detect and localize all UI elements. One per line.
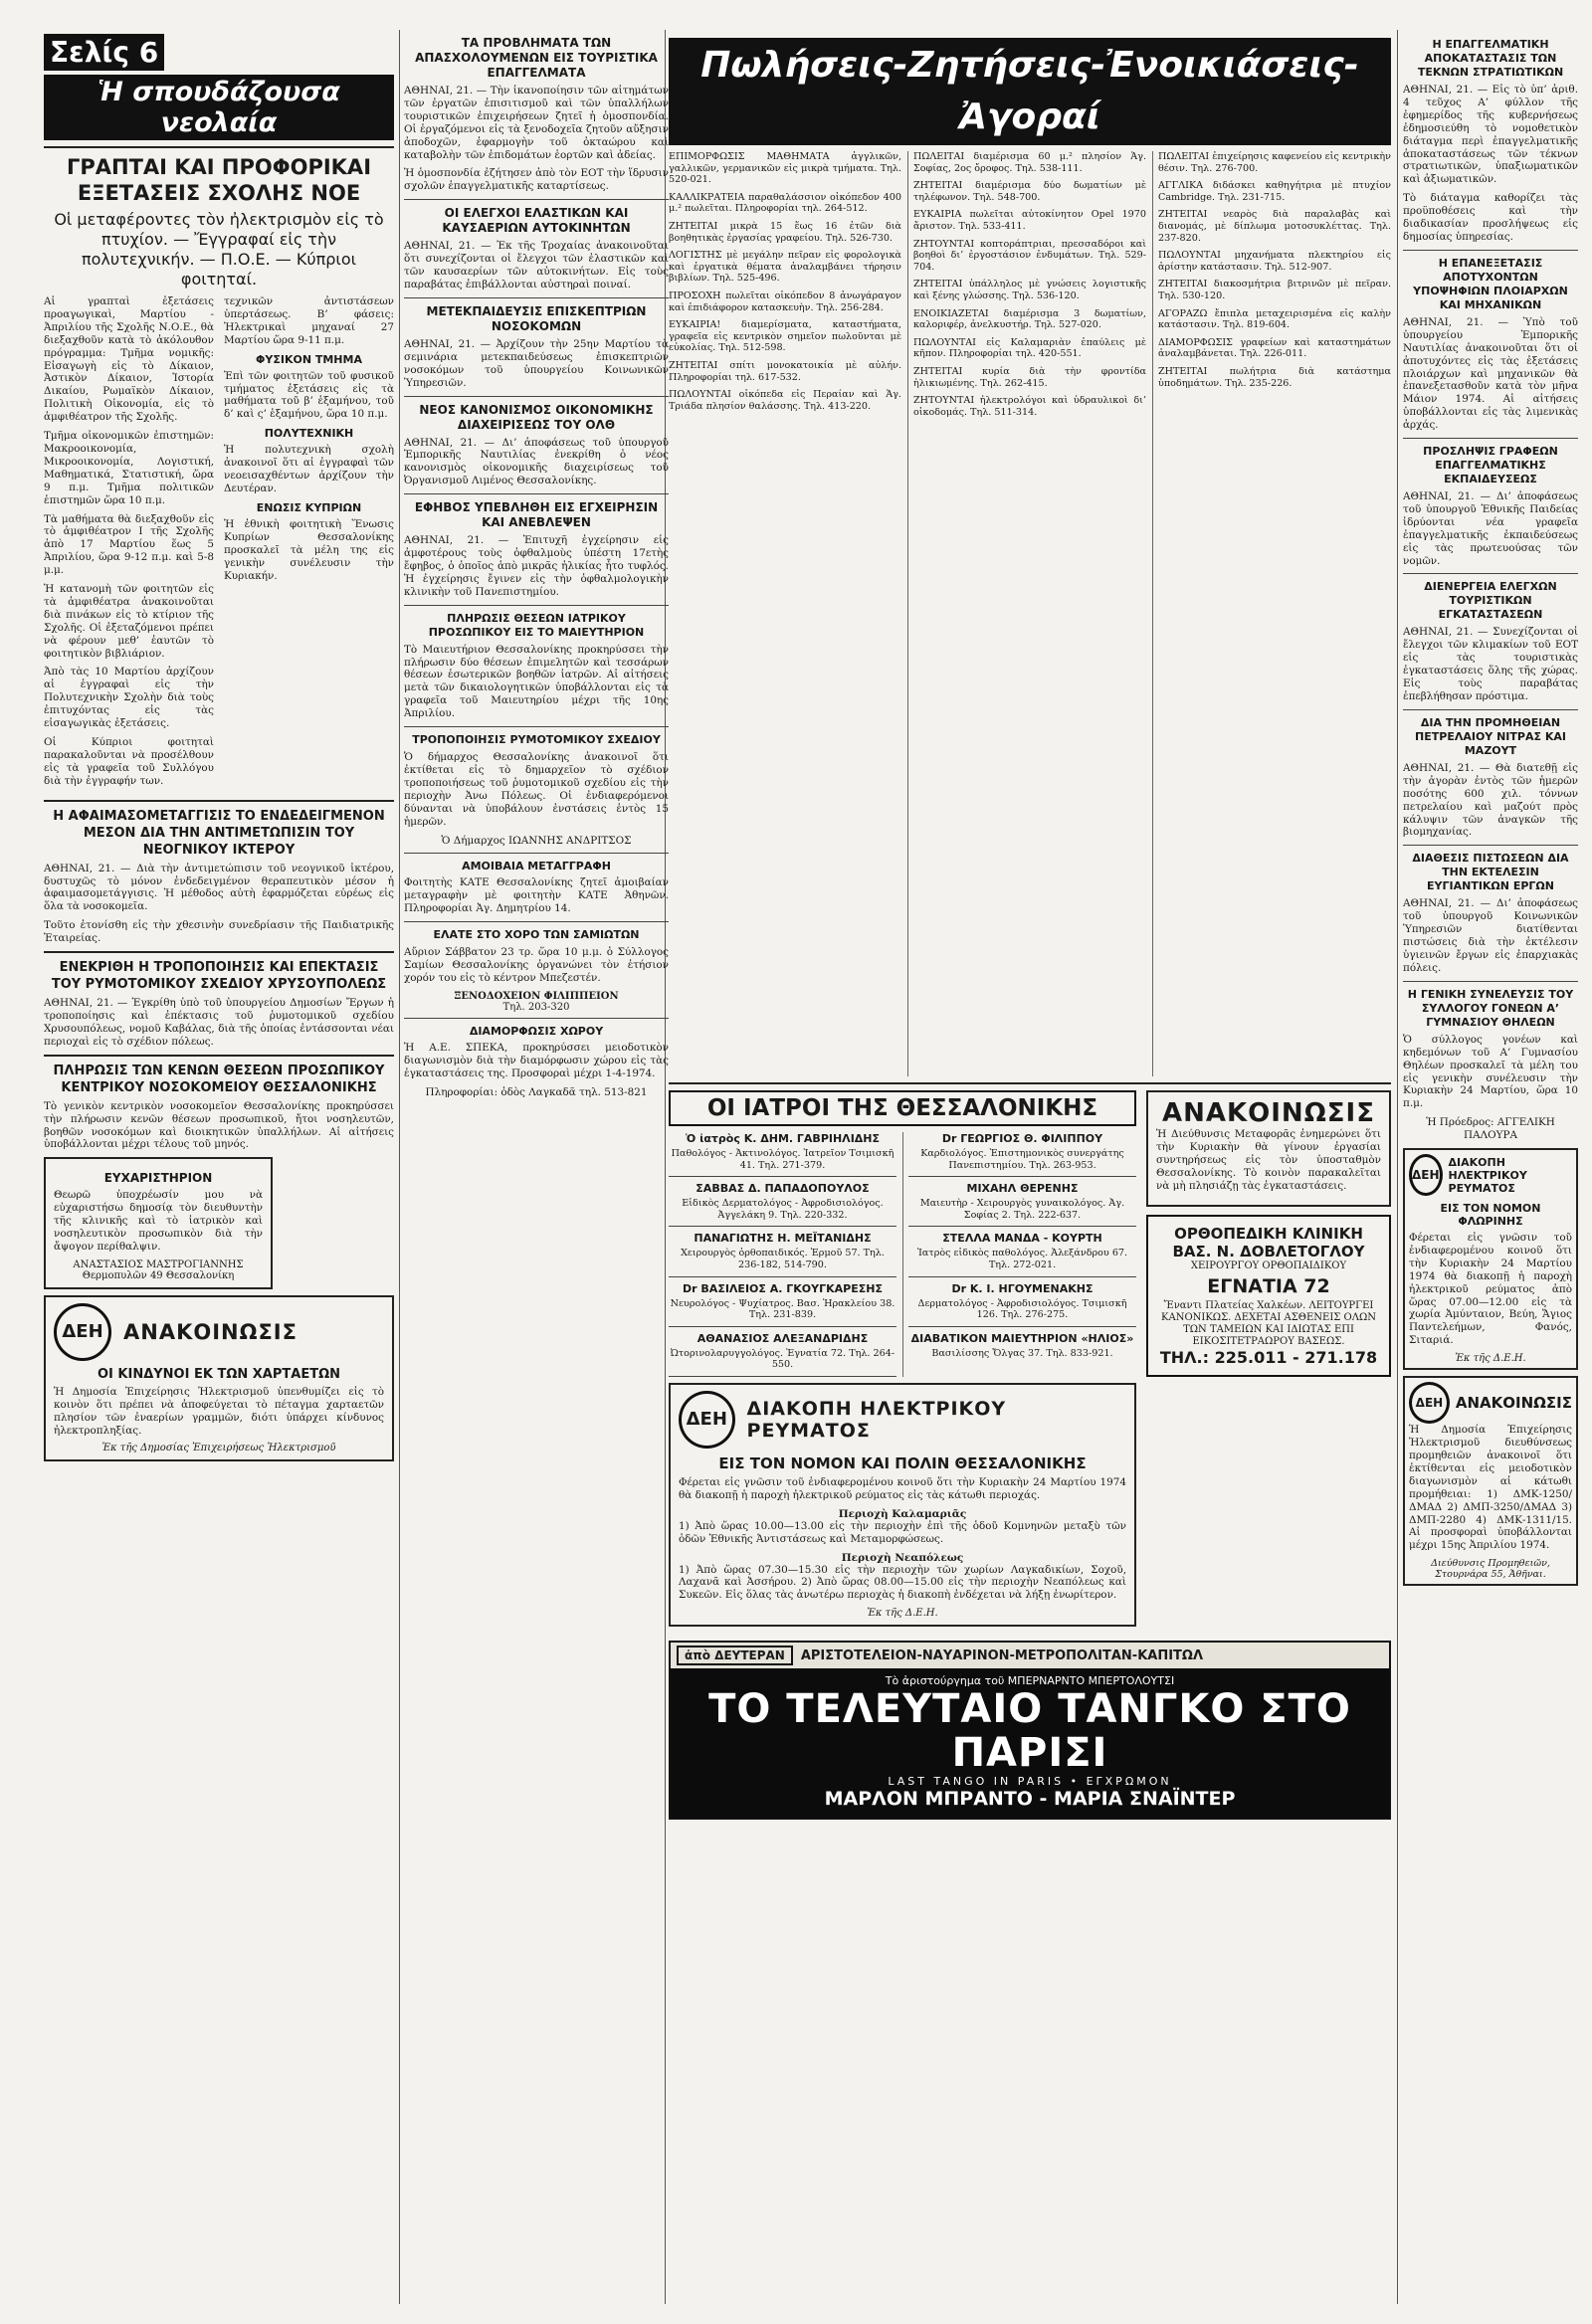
notice-subtitle: ΕΙΣ ΤΟΝ ΝΟΜΟΝ ΚΑΙ ΠΟΛΙΝ ΘΕΣΣΑΛΟΝΙΚΗΣ: [718, 1453, 1087, 1472]
headline-dance: ΕΛΑΤΕ ΣΤΟ ΧΟΡΟ ΤΩΝ ΣΑΜΙΩΤΩΝ: [433, 928, 640, 942]
classified-ad: ΑΓΟΡΑΖΩ ἔπιπλα μεταχειρισμένα εἰς καλὴν κατάστασιν. Τηλ. 819-604.: [1158, 307, 1391, 331]
classified-ad: ΖΗΤΕΙΤΑΙ σπίτι μονοκατοικία μὲ αὐλήν. Πληροφορίαι τηλ. 617-532.: [669, 359, 901, 383]
article-text: ΑΘΗΝΑΙ, 21. — Δι’ ἀποφάσεως τοῦ ὑπουργοῦ Κοινωνικῶν Ὑπηρεσιῶν διατίθενται πιστώσεις διὰ τὴν ἐκτέλεσιν ὑγιεινῶν ἔργων εἰς ἐπαρχιακὰς πόλεις.: [1403, 897, 1578, 974]
clinic-text: Ἔναντι Πλατείας Χαλκέων. ΛΕΙΤΟΥΡΓΕΙ ΚΑΝΟΝΙΚΩΣ. ΔΕΧΕΤΑΙ ΑΣΘΕΝΕΙΣ ΟΛΩΝ ΤΩΝ ΤΑΜΕΙΩΝ ΚΑΙ ΙΔΙΩΤΑΣ ΕΠΙ ΕΙΚΟΣΙΤΕΤΡΑΩΡΟΥ ΒΑΣΕΩΣ.: [1161, 1299, 1376, 1347]
divider: [1403, 845, 1578, 846]
article-text: Τμῆμα οἰκονομικῶν ἐπιστημῶν: Μακροοικονομία, Μικροοικονομία, Λογιστική, Μαθηματικά, Στατιστική, ὥρα 9 π.μ. Τμῆμα πολιτικῶν ἐπιστημῶν ὥρα 10 π.μ.: [44, 430, 214, 506]
doctors-directory-title: ΟΙ ΙΑΤΡΟΙ ΤΗΣ ΘΕΣΣΑΛΟΝΙΚΗΣ: [669, 1090, 1136, 1126]
article-text: Τὸ Μαιευτήριον Θεσσαλονίκης προκηρύσσει τὴν πλήρωσιν δύο θέσεων ἐπιμελητῶν καὶ τεσσάρων θέσεων ἐσωτερικῶν βοηθῶν ἰατρῶν. Αἱ αἰτήσεις μετὰ τῶν δικαιολογητικῶν ὑποβάλλονται εἰς τὰ γραφεῖα τοῦ Μαιευτηρίου μέχρι τῆς 10ης Ἀπριλίου.: [404, 643, 669, 720]
article-text: ΑΘΗΝΑΙ, 21. — Εἰς τὸ ὑπ’ ἀριθ. 4 τεῦχος Α’ φύλλον τῆς ἐφημερίδος τῆς κυβερνήσεως ἐδημοσιεύθη τὸ νομοθετικὸν διάταγμα περὶ ἐπαγγελματικῆς ἀποκαταστάσεως τῶν τέκνων στρατιωτικῶν, ὑπαξιωματικῶν καὶ ἀξιωματικῶν.: [1403, 84, 1578, 186]
article-text: Οἱ Κύπριοι φοιτηταὶ παρακαλοῦνται νὰ προσέλθουν εἰς τὰ γραφεῖα τοῦ Συλλόγου διὰ τὴν ἐγγραφήν των.: [44, 736, 214, 787]
doctor-listing: [908, 1132, 1136, 1177]
article-text: ΑΘΗΝΑΙ, 21. — Δι’ ἀποφάσεως τοῦ ὑπουργοῦ Ἐθνικῆς Παιδείας ἱδρύονται νέα γραφεῖα ἐπαγγελματικῆς ἐκπαιδεύσεως εἰς τὰς πρωτευούσας τῶν νομῶν.: [1403, 490, 1578, 567]
classified-ad: ΖΗΤΕΙΤΑΙ νεαρὸς διὰ παραλαβὰς καὶ διανομάς, μὲ δίπλωμα μοτοσυκλέττας. Τηλ. 237-820.: [1158, 209, 1391, 244]
doctor-name: ΣΤΕΛΛΑ ΜΑΝΔΑ - ΚΟΥΡΤΗ: [942, 1232, 1102, 1246]
orthopedic-clinic-ad: [1146, 1215, 1391, 1377]
article-text: Ἡ κατανομὴ τῶν φοιτητῶν εἰς τὰ ἀμφιθέατρα ἀνακοινοῦται διὰ πινάκων εἰς τὸ κτίριον τῆς Σχολῆς. Οἱ ἐξεταζόμενοι πρέπει νὰ φέρουν μεθ’ ἑαυτῶν τὸ φοιτητικὸν βιβλιάριον.: [44, 583, 214, 660]
article-text: Φοιτητὴς ΚΑΤΕ Θεσσαλονίκης ζητεῖ ἀμοιβαίαν μεταγραφὴν μὲ φοιτητὴν ΚΑΤΕ Ἀθηνῶν. Πληροφορίαι Ἀγ. Δημητρίου 14.: [404, 876, 669, 915]
classified-ad: ΠΩΛΟΥΝΤΑΙ μηχανήματα πλεκτηρίου εἰς ἀρίστην κατάστασιν. Τηλ. 512-907.: [1158, 250, 1391, 273]
article-signature: Ὁ Δήμαρχος ΙΩΑΝΝΗΣ ΑΝΔΡΙΤΣΟΣ: [441, 834, 632, 847]
divider: [1403, 981, 1578, 982]
doctor-info: Μαιευτὴρ - Χειρουργὸς γυναικολόγος. Ἀγ. Σοφίας 2. Τηλ. 222-637.: [919, 1198, 1125, 1221]
headline-credits: ΔΙΑΘΕΣΙΣ ΠΙΣΤΩΣΕΩΝ ΔΙΑ ΤΗΝ ΕΚΤΕΛΕΣΙΝ ΕΥΓΙΑΝΤΙΚΩΝ ΕΡΓΩΝ: [1412, 852, 1569, 893]
headline-oil: ΔΙΑ ΤΗΝ ΠΡΟΜΗΘΕΙΑΝ ΠΕΤΡΕΛΑΙΟΥ ΝΙΤΡΑΣ ΚΑΙ ΜΑΖΟΥΤ: [1415, 715, 1566, 757]
headline-plan-amend: ΤΡΟΠΟΠΟΙΗΣΙΣ ΡΥΜΟΤΟΜΙΚΟΥ ΣΧΕΔΙΟΥ: [412, 733, 661, 747]
headline-parents: Η ΓΕΝΙΚΗ ΣΥΝΕΛΕΥΣΙΣ ΤΟΥ ΣΥΛΛΟΓΟΥ ΓΟΝΕΩΝ Α’ ΓΥΜΝΑΣΙΟΥ ΘΗΛΕΩΝ: [1407, 987, 1574, 1029]
page-number-badge: Σελίς 6: [44, 34, 164, 71]
divider: [1403, 250, 1578, 251]
divider: [44, 146, 394, 148]
notice-subtitle: ΟΙ ΚΙΝΔΥΝΟΙ ΕΚ ΤΩΝ ΧΑΡΤΑΕΤΩΝ: [98, 1366, 340, 1382]
article-text: ΑΘΗΝΑΙ, 21. — Ἐγκρίθη ὑπὸ τοῦ ὑπουργείου Δημοσίων Ἔργων ἡ τροποποίησις καὶ ἐπέκτασις τοῦ ῥυμοτομικοῦ σχεδίου Χρυσουπόλεως, νομοῦ Καβάλας, διὰ τῆς ὁποίας ἐντάσσονται νέαι περιοχαὶ εἰς τὸ σχέδιον πόλεως.: [44, 997, 394, 1048]
headline-hospital: ΠΛΗΡΩΣΙΣ ΤΩΝ ΚΕΝΩΝ ΘΕΣΕΩΝ ΠΡΟΣΩΠΙΚΟΥ ΚΕΝΤΡΙΚΟΥ ΝΟΣΟΚΟΜΕΙΟΥ ΘΕΣΣΑΛΟΝΙΚΗΣ: [53, 1063, 385, 1095]
notice-title: ΕΥΧΑΡΙΣΤΗΡΙΟΝ: [103, 1171, 213, 1186]
divider: [1403, 438, 1578, 439]
article-text: τεχνικῶν ἀντιστάσεων ὑπερτάσεως. Β’ φάσεις: Ἠλεκτρικαὶ μηχαναί 27 Μαρτίου ὥρα 9-11 π.μ.: [224, 295, 394, 346]
headline-tourism: ΤΑ ΠΡΟΒΛΗΜΑΤΑ ΤΩΝ ΑΠΑΣΧΟΛΟΥΜΕΝΩΝ ΕΙΣ ΤΟΥΡΙΣΤΙΚΑ ΕΠΑΓΓΕΛΜΑΤΑ: [415, 36, 658, 80]
classified-ad: ΖΗΤΟΥΝΤΑΙ ἠλεκτρολόγοι καὶ ὑδραυλικοὶ δι’ οἰκοδομάς. Τηλ. 511-314.: [913, 395, 1146, 418]
divider: [404, 853, 669, 854]
notice-text: 1) Ἀπὸ ὥρας 10.00—13.00 εἰς τὴν περιοχὴν ἐπὶ τῆς ὁδοῦ Κομνηνῶν μεταξὺ τῶν ὁδῶν Ἐθνικῆς Ἀντιστάσεως καὶ Μεταμορφώσεως.: [679, 1519, 1126, 1545]
clinic-role: ΧΕΙΡΟΥΡΓΟΥ ΟΡΘΟΠΑΙΔΙΚΟΥ: [1190, 1259, 1347, 1271]
classified-ad: ΠΡΟΣΟΧΗ πωλεῖται οἰκόπεδον 8 ἀνωγάραγον καὶ ἐπιδιάφορον κατασκευὴν. Τηλ. 256-284.: [669, 290, 901, 313]
classified-ad: ΠΩΛΟΥΝΤΑΙ οἰκόπεδα εἰς Περαίαν καὶ Ἁγ. Τριάδα πλησίον θαλάσσης. Τηλ. 413-220.: [669, 389, 901, 412]
deh-logo-icon: ΔΕΗ: [1409, 1382, 1450, 1424]
notice-title: ΑΝΑΚΟΙΝΩΣΙΣ: [1162, 1098, 1375, 1128]
notice-area-heading: Περιοχὴ Καλαμαριᾶς: [838, 1507, 967, 1520]
divider: [404, 493, 669, 494]
article-text: Ἀπὸ τὰς 10 Μαρτίου ἀρχίζουν αἱ ἐγγραφαὶ εἰς τὴν Πολυτεχνικὴν Σχολὴν διὰ τοὺς ἐπιτυχόντας εἰς τὰς εἰσαγωγικὰς ἐξετάσεις.: [44, 666, 214, 730]
doctor-name: ΣΑΒΒΑΣ Δ. ΠΑΠΑΔΟΠΟΥΛΟΣ: [696, 1182, 870, 1196]
doctor-listing: [908, 1332, 1136, 1360]
doctor-listing: [669, 1332, 896, 1377]
deh-logo-icon: ΔΕΗ: [1409, 1154, 1443, 1196]
doctor-listing: [908, 1282, 1136, 1327]
doctors-directory: [669, 1132, 1136, 1377]
doctor-name: ΠΑΝΑΓΙΩΤΗΣ Η. ΜΕΪΤΑΝΙΔΗΣ: [694, 1232, 872, 1246]
doctor-listing: [669, 1232, 896, 1276]
article-text: Ἡ ἐθνικὴ φοιτητικὴ Ἕνωσις Κυπρίων Θεσσαλονίκης προσκαλεῖ τὰ μέλη της εἰς γενικὴν συνέλευσιν τὴν Κυριακήν.: [224, 517, 394, 582]
notice-signature: Ἐκ τῆς Δ.Ε.Η.: [1455, 1353, 1526, 1365]
notice-text: 1) Ἀπὸ ὥρας 07.30—15.30 εἰς τὴν περιοχὴν τῶν χωρίων Λαγκαδικίων, Σοχοῦ, Λαχανᾶ καὶ Ἀσσήρου. 2) Ἀπὸ ὥρας 08.00—15.00 εἰς τὴν περιοχὴν Νεαπόλεως καὶ Συκεῶν. Εἰς ὅλας τὰς ἀνωτέρω περιοχὰς ἡ διακοπὴ ἐνδέχεται νὰ λήξῃ ἐνωρίτερον.: [679, 1563, 1126, 1602]
classified-ad: ΖΗΤΕΙΤΑΙ μικρὰ 15 ἕως 16 ἐτῶν διὰ βοηθητικὰς ἐργασίας γραφείου. Τηλ. 526-730.: [669, 220, 901, 244]
lower-left-block: [669, 1090, 1136, 1633]
headline-nurses: ΜΕΤΕΚΠΑΙΔΕΥΣΙΣ ΕΠΙΣΚΕΠΤΡΙΩΝ ΝΟΣΟΚΟΜΩΝ: [426, 303, 647, 333]
article-text: ΑΘΗΝΑΙ, 21. — Συνεχίζονται οἱ ἔλεγχοι τῶν κλιμακίων τοῦ ΕΟΤ εἰς τὰς τουριστικὰς ἐγκαταστάσεις ὅλης τῆς χώρας. Εἰς τοὺς παραβάτας ἐπεβλήθησαν πρόστιμα.: [1403, 626, 1578, 702]
doctor-info: Καρδιολόγος. Ἐπιστημονικὸς συνεργάτης Πανεπιστημίου. Τηλ. 263-953.: [920, 1148, 1124, 1171]
headline-captains: Η ΕΠΑΝΕΞΕΤΑΣΙΣ ΑΠΟΤΥΧΟΝΤΩΝ ΥΠΟΨΗΦΙΩΝ ΠΛΟΙΑΡΧΩΝ ΚΑΙ ΜΗΧΑΝΙΚΩΝ: [1413, 256, 1568, 311]
subheadline-exams: Οἱ μεταφέροντες τὸν ἠλεκτρισμὸν εἰς τὸ πτυχίον. — Ἔγγραφαί εἰς τὴν πολυτεχνικήν. — Π.Ο.Ε. — Κύπριοι φοιτηταί.: [54, 210, 384, 289]
headline-surgery: ΕΦΗΒΟΣ ΥΠΕΒΛΗΘΗ ΕΙΣ ΕΓΧΕΙΡΗΣΙΝ ΚΑΙ ΑΝΕΒΛΕΨΕΝ: [414, 500, 659, 530]
classified-ad: ΑΓΓΛΙΚΑ διδάσκει καθηγήτρια μὲ πτυχίον Cambridge. Τηλ. 231-715.: [1158, 180, 1391, 203]
notice-text: Φέρεται εἰς γνῶσιν τοῦ ἐνδιαφερομένου κοινοῦ ὅτι τὴν Κυριακὴν 24 Μαρτίου 1974 θὰ διακοπῇ ἡ παροχὴ ἠλεκτρικοῦ ρεύματος εἰς τὰς κάτωθι περιοχάς.: [679, 1475, 1126, 1501]
headline-resettlement: Η ΕΠΑΓΓΕΛΜΑΤΙΚΗ ΑΠΟΚΑΤΑΣΤΑΣΙΣ ΤΩΝ ΤΕΚΝΩΝ ΣΤΡΑΤΙΩΤΙΚΩΝ: [1417, 38, 1564, 79]
notice-text: Φέρεται εἰς γνῶσιν τοῦ ἐνδιαφερομένου κοινοῦ ὅτι τὴν Κυριακὴν 24 Μαρτίου 1974 θὰ διακοπῇ ἡ παροχὴ ἠλεκτρικοῦ ρεύματος ἀπὸ ὥρας 07.00—12.00 εἰς τὰ χωρία Ἀμύνταιον, Βεύη, Ἄγιος Παντελεήμων, Φανός, Σιταριά.: [1409, 1232, 1572, 1347]
classified-ad: ΕΝΟΙΚΙΑΖΕΤΑΙ διαμέρισμα 3 δωματίων, καλοριφέρ, ἀνελκυστήρ. Τηλ. 527-020.: [913, 307, 1146, 331]
notice-title: ΑΝΑΚΟΙΝΩΣΙΣ: [123, 1319, 298, 1344]
article-text: Τοῦτο ἐτονίσθη εἰς τὴν χθεσινὴν συνεδρίασιν τῆς Παιδιατρικῆς Ἑταιρείας.: [44, 919, 394, 945]
notice-signature: Ἐκ τῆς Δ.Ε.Η.: [867, 1608, 938, 1620]
doctor-info: Νευρολόγος - Ψυχίατρος. Βασ. Ἡρακλείου 38. Τηλ. 231-839.: [670, 1297, 896, 1321]
divider: [404, 1018, 669, 1019]
deh-notice-kites: [44, 1295, 394, 1462]
divider: [404, 726, 669, 727]
headline-inspections: ΔΙΕΝΕΡΓΕΙΑ ΕΛΕΓΧΩΝ ΤΟΥΡΙΣΤΙΚΩΝ ΕΓΚΑΤΑΣΤΑΣΕΩΝ: [1424, 580, 1557, 622]
notice-text: Θεωρῶ ὑποχρέωσίν μου νὰ εὐχαριστήσω δημοσίᾳ τὸν διευθυντὴν τῆς κλινικῆς καὶ τὸ ἰατρικὸν καὶ νοσηλευτικὸν προσωπικὸν διὰ τὴν ἄψογον περίθαλψιν.: [54, 1189, 263, 1253]
subhead: ΦΥΣΙΚΟΝ ΤΜΗΜΑ: [256, 352, 362, 366]
doctor-listing: [669, 1282, 896, 1327]
doctor-name: ΜΙΧΑΗΛ ΘΕΡΕΝΗΣ: [966, 1182, 1079, 1196]
article-text: ΑΘΗΝΑΙ, 21. — Δι’ ἀποφάσεως τοῦ ὑπουργοῦ Ἐμπορικῆς Ναυτιλίας ἐνεκρίθη ὁ νέος κανονισμὸς οἰκονομικῆς διαχειρίσεως τοῦ Ὀργανισμοῦ Λιμένος Θεσσαλονίκης.: [404, 436, 669, 487]
doctor-info: Ὠτορινολαρυγγολόγος. Ἐγνατία 72. Τηλ. 264-550.: [670, 1347, 896, 1371]
article-text: ΑΘΗΝΑΙ, 21. — Διὰ τὴν ἀντιμετώπισιν τοῦ νεογνικοῦ ἰκτέρου, δυστυχῶς τὸ μόνον ἐνδεδειγμένον θεραπευτικὸν μέσον ἡ ἀφαιμασομετάγγισις. Ἡ μέθοδος αὐτὴ ἐφαρμόζεται εὐρέως εἰς ὅλα τὰ νοσοκομεῖα.: [44, 862, 394, 913]
classified-ad: ΠΩΛΕΙΤΑΙ ἐπιχείρησις καφενείου εἰς κεντρικὴν θέσιν. Τηλ. 276-700.: [1158, 151, 1391, 174]
notice-title: ΔΙΑΚΟΠΗ ΗΛΕΚΤΡΙΚΟΥ ΡΕΥΜΑΤΟΣ: [1448, 1155, 1527, 1195]
classified-ad: ΖΗΤΕΙΤΑΙ διαμέρισμα δύο δωματίων μὲ τηλέφωνον. Τηλ. 548-700.: [913, 180, 1146, 203]
doctor-info: Δερματολόγος - Ἀφροδισιολόγος. Τσιμισκῆ 126. Τηλ. 276-275.: [917, 1297, 1127, 1321]
article-text: ΑΘΗΝΑΙ, 21. — Ἀρχίζουν τὴν 25ην Μαρτίου τὰ σεμινάρια μετεκπαιδεύσεως ἐπισκεπτριῶν νοσοκόμων τοῦ ὑπουργείου Κοινωνικῶν Ὑπηρεσιῶν.: [404, 337, 669, 389]
dance-phone: Τηλ. 203-320: [502, 1001, 570, 1013]
notice-title: ΑΝΑΚΟΙΝΩΣΙΣ: [1455, 1394, 1572, 1413]
movie-stars: ΜΑΡΛΟΝ ΜΠΡΑΝΤΟ - ΜΑΡΙΑ ΣΝΑΪΝΤΕΡ: [824, 1788, 1236, 1811]
doctor-name: ΔΙΑΒΑΤΙΚΟΝ ΜΑΙΕΥΤΗΡΙΟΝ «ΗΛΙΟΣ»: [910, 1331, 1134, 1345]
divider: [1403, 709, 1578, 710]
article-text: Ἡ πολυτεχνικὴ σχολὴ ἀνακοινοῖ ὅτι αἱ ἐγγραφαὶ τῶν νεοεισαχθέντων ἀρχίζουν τὴν Δευτέραν.: [224, 444, 394, 494]
article-text: Ὁ σύλλογος γονέων καὶ κηδεμόνων τοῦ Α’ Γυμνασίου Θηλέων προσκαλεῖ τὰ μέλη του εἰς γενικὴν συνέλευσιν τὴν Κυριακὴν 24 Μαρτίου, ὥρα 10 π.μ.: [1403, 1033, 1578, 1110]
middle-news-column: [404, 0, 669, 1105]
article-text: Ὁ δήμαρχος Θεσσαλονίκης ἀνακοινοῖ ὅτι ἐκτίθεται εἰς τὸ δημαρχεῖον τὸ σχέδιον τροποποιήσεως τοῦ ῥυμοτομικοῦ σχεδίου εἰς τὴν περιοχὴν Ἀνω Πόλεως. Οἱ ἐνδιαφερόμενοι δύνανται νὰ ὑποβάλουν ἐνστάσεις ἐντὸς 15 ἡμερῶν.: [404, 751, 669, 828]
column-rule: [1397, 30, 1398, 2304]
classified-ad: ΕΠΙΜΟΡΦΩΣΙΣ ΜΑΘΗΜΑΤΑ ἀγγλικῶν, γαλλικῶν, γερμανικῶν εἰς μικρὰ τμήματα. Τηλ. 520-021.: [669, 151, 901, 186]
divider: [404, 605, 669, 606]
right-column: [1403, 0, 1578, 1592]
article-signature: Ἡ Πρόεδρος: ΑΓΓΕΛΙΚΗ ΠΑΛΟΥΡΑ: [1426, 1116, 1555, 1142]
doctor-listing: [669, 1132, 896, 1177]
lower-right-block: [1146, 1090, 1391, 1633]
article-text: Τὸ διάταγμα καθορίζει τὰς προϋποθέσεις καὶ τὴν διαδικασίαν προσλήψεως εἰς δημοσίας ὑπηρεσίας.: [1403, 192, 1578, 243]
thanks-notice: [44, 1157, 273, 1289]
doctor-name: Dr Κ. Ι. ΗΓΟΥΜΕΝΑΚΗΣ: [951, 1281, 1094, 1295]
classified-ad: ΖΗΤΕΙΤΑΙ κυρία διὰ τὴν φροντίδα ἡλικιωμένης. Τηλ. 262-415.: [913, 365, 1146, 389]
article-text: Ἡ Α.Ε. ΣΠΕΚΑ, προκηρύσσει μειοδοτικὸν διαγωνισμὸν διὰ τὴν διαμόρφωσιν χώρου εἰς τὰς ἐγκαταστάσεις της. Προσφοραὶ μέχρι 1-4-1974.: [404, 1041, 669, 1079]
notice-text: Ἡ Δημοσία Ἐπιχείρησις Ἠλεκτρισμοῦ διευθύνσεως προμηθειῶν ἀνακοινοῖ ὅτι ἐκτίθενται εἰς μειοδοτικὸν διαγωνισμὸν αἱ κάτωθι προμήθειαι: 1) ΔΜΚ-1250/ΔΜΑΔ 2) ΔΜΠ-3250/ΔΜΑΔ 3) ΔΜΠ-2280 4) ΔΜΚ-1311/15. Αἱ προσφοραὶ ὑποβάλλονται μέχρι 15ης Ἀπριλίου 1974.: [1409, 1424, 1572, 1552]
headline-tyres: ΟΙ ΕΛΕΓΧΟΙ ΕΛΑΣΤΙΚΩΝ ΚΑΙ ΚΑΥΣΑΕΡΙΩΝ ΑΥΤΟΚΙΝΗΤΩΝ: [442, 206, 631, 236]
divider: [1403, 573, 1578, 574]
doctor-listing: [908, 1232, 1136, 1276]
movie-subtitle: LAST TANGO IN PARIS • ΕΓΧΡΩΜΟΝ: [888, 1775, 1172, 1789]
doctor-info: Ἰατρὸς εἰδικὸς παθολόγος. Ἀλεξάνδρου 67. Τηλ. 272-021.: [916, 1248, 1128, 1270]
article-text: Αὔριον Σάββατον 23 τρ. ὥρα 10 μ.μ. ὁ Σύλλογος Σαμίων Θεσσαλονίκης ὀργανώνει τὸν ἐτήσιον χορόν του εἰς τὸ κέντρον Μπεζεστέν.: [404, 946, 669, 984]
announcement: [1146, 1090, 1391, 1207]
article-text: Ἐπὶ τῶν φοιτητῶν τοῦ φυσικοῦ τμήματος ἐξετάσεις εἰς τὰ μαθήματα τοῦ β’ ἑξαμήνου, τοῦ δ’ καὶ ς’ ἑξαμήνου, ὥρα 10 π.μ.: [224, 369, 394, 421]
classified-ad: ΚΑΛΛΙΚΡΑΤΕΙΑ παραθαλάσσιον οἰκόπεδον 400 μ.² πωλεῖται. Πληροφορίαι τηλ. 264-512.: [669, 191, 901, 215]
notice-title: ΔΙΑΚΟΠΗ ΗΛΕΚΤΡΙΚΟΥ ΡΕΥΜΑΤΟΣ: [746, 1397, 1007, 1442]
headline-transfusion: Η ΑΦΑΙΜΑΣΟΜΕΤΑΓΓΙΣΙΣ ΤΟ ΕΝΔΕΔΕΙΓΜΕΝΟΝ ΜΕΣΟΝ ΔΙΑ ΤΗΝ ΑΝΤΙΜΕΤΩΠΙΣΙΝ ΤΟΥ ΝΕΟΓΝΙΚΟΥ ΙΚΤΕΡΟΥ: [53, 808, 385, 858]
column-rule: [399, 30, 400, 2304]
clinic-heading: ΟΡΘΟΠΕΔΙΚΗ ΚΛΙΝΙΚΗ: [1174, 1224, 1363, 1243]
article-signature: Πληροφορίαι: ὁδὸς Λαγκαδᾶ τηλ. 513-821: [425, 1085, 648, 1098]
notice-signature: Διεύθυνσις Προμηθειῶν, Στουρνάρα 55, Ἀθῆναι.: [1431, 1558, 1550, 1581]
movie-ad: [669, 1641, 1391, 1820]
notice-address: Θερμοπυλῶν 49 Θεσσαλονίκη: [82, 1269, 235, 1281]
classified-ad: ΖΗΤΕΙΤΑΙ διακοσμήτρια βιτρινῶν μὲ πεῖραν. Τηλ. 530-120.: [1158, 279, 1391, 301]
movie-start-day: ἀπὸ ΔΕΥΤΕΡΑΝ: [677, 1646, 793, 1665]
section-banner: Ἡ σπουδάζουσα νεολαία: [44, 75, 394, 140]
headline-port: ΝΕΟΣ ΚΑΝΟΝΙΣΜΟΣ ΟΙΚΟΝΟΜΙΚΗΣ ΔΙΑΧΕΙΡΙΣΕΩΣ ΤΟΥ ΟΛΘ: [419, 402, 654, 432]
divider: [44, 951, 394, 953]
classified-ad: ΔΙΑΜΟΡΦΩΣΙΣ γραφείων καὶ καταστημάτων ἀναλαμβάνεται. Τηλ. 226-011.: [1158, 336, 1391, 360]
article-text: Ἡ ὁμοσπονδία ἐζήτησεν ἀπὸ τὸν ΕΟΤ τὴν ἵδρυσιν σχολῶν ἐπαγγελματικῆς καταρτίσεως.: [404, 167, 669, 193]
doctor-name: Dr ΓΕΩΡΓΙΟΣ Θ. ΦΙΛΙΠΠΟΥ: [941, 1132, 1103, 1145]
notice-text: Ἡ Διεύθυνσις Μεταφορᾶς ἐνημερώνει ὅτι τὴν Κυριακὴν θὰ γίνουν ἐργασίαι συντηρήσεως εἰς τὸν ὑποσταθμὸν Θεσσαλονίκης. Τὸ κοινὸν παρακαλεῖται νὰ μὴ πλησιάζῃ τὰς ἐγκαταστάσεις.: [1156, 1128, 1381, 1192]
headline-offices: ΠΡΟΣΛΗΨΙΣ ΓΡΑΦΕΩΝ ΕΠΑΓΓΕΛΜΑΤΙΚΗΣ ΕΚΠΑΙΔΕΥΣΕΩΣ: [1423, 445, 1558, 486]
classified-ad: ΕΥΚΑΙΡΙΑ! διαμερίσματα, καταστήματα, γραφεῖα εἰς κεντρικὸν σημεῖον πωλοῦνται μὲ εὐκολίας. Τηλ. 512-598.: [669, 319, 901, 354]
headline-town-plan: ΕΝΕΚΡΙΘΗ Η ΤΡΟΠΟΠΟΙΗΣΙΣ ΚΑΙ ΕΠΕΚΤΑΣΙΣ ΤΟΥ ΡΥΜΟΤΟΜΙΚΟΥ ΣΧΕΔΙΟΥ ΧΡΥΣΟΥΠΟΛΕΩΣ: [51, 960, 387, 993]
headline-transfer: ΑΜΟΙΒΑΙΑ ΜΕΤΑΓΓΡΑΦΗ: [462, 860, 611, 873]
notice-text: Ἡ Δημοσία Ἐπιχείρησις Ἠλεκτρισμοῦ ὑπενθυμίζει εἰς τὸ κοινὸν ὅτι πρέπει νὰ ἀποφεύγεται τὸ πέταγμα χαρταετῶν πλησίον τῶν ἐναερίων γραμμῶν, διότι ὑπάρχει κίνδυνος ἠλεκτροπληξίας.: [54, 1385, 384, 1437]
doctor-listing: [908, 1182, 1136, 1227]
classifieds-section: [669, 0, 1391, 1820]
lower-classifieds: [669, 1090, 1391, 1633]
doctor-info: Χειρουργὸς ὀρθοπαιδικός. Ἑρμοῦ 57. Τηλ. 236-182, 514-790.: [681, 1248, 885, 1270]
doctor-info: Εἰδικὸς Δερματολόγος - Ἀφροδισιολόγος. Ἀγγελάκη 9. Τηλ. 220-332.: [682, 1198, 884, 1221]
classified-ad: ΖΗΤΕΙΤΑΙ πωλήτρια διὰ κατάστημα ὑποδημάτων. Τηλ. 235-226.: [1158, 365, 1391, 389]
clinic-doctor: ΒΑΣ. Ν. ΔΟΒΛΕΤΟΓΛΟΥ: [1172, 1242, 1365, 1260]
article-text: ΑΘΗΝΑΙ, 21. — Ὑπὸ τοῦ ὑπουργείου Ἐμπορικῆς Ναυτιλίας ἀνακοινοῦται ὅτι οἱ ἀποτυχόντες εἰς τὰς ἐξετάσεις πλοιάρχων καὶ μηχανικῶν θὰ ἐπανεξετασθοῦν κατὰ τὸν μῆνα Μάιον 1974. Αἱ αἰτήσεις ὑποβάλλονται εἰς τὰς λιμενικὰς ἀρχάς.: [1403, 315, 1578, 432]
classified-ad: ΠΩΛΟΥΝΤΑΙ εἰς Καλαμαριὰν ἐπαύλεις μὲ κῆπον. Πληροφορίαι τηλ. 420-551.: [913, 336, 1146, 360]
deh-power-cut-thessaloniki: [669, 1383, 1136, 1627]
doctor-name: ΑΘΑΝΑΣΙΟΣ ΑΛΕΞΑΝΔΡΙΔΗΣ: [696, 1331, 869, 1345]
divider: [404, 921, 669, 922]
article-text: Τὸ γενικὸν κεντρικὸν νοσοκομεῖον Θεσσαλονίκης προκηρύσσει τὴν πλήρωσιν κενῶν θέσεων προσωπικοῦ, ἤτοι νοσηλευτῶν, βοηθῶν νοσοκόμων καὶ διοικητικῶν ὑπαλλήλων. Αἱ αἰτήσεις ὑποβάλλονται μέχρι τέλους τοῦ μηνός.: [44, 1099, 394, 1151]
deh-logo-icon: ΔΕΗ: [679, 1391, 735, 1449]
divider: [44, 1055, 394, 1057]
doctor-name: Dr ΒΑΣΙΛΕΙΟΣ Α. ΓΚΟΥΓΚΑΡΕΣΗΣ: [683, 1281, 883, 1295]
doctor-info: Παθολόγος - Ἀκτινολόγος. Ἰατρεῖον Τσιμισκῆ 41. Τηλ. 271-379.: [671, 1148, 895, 1171]
classified-ads-list: [669, 151, 1391, 1076]
clinic-address: ΕΓΝΑΤΙΑ 72: [1207, 1274, 1330, 1297]
classified-ad: ΖΗΤΕΙΤΑΙ ὑπάλληλος μὲ γνώσεις λογιστικῆς καὶ ξένης γλώσσης. Τηλ. 536-120.: [913, 279, 1146, 301]
deh-logo-icon: ΔΕΗ: [54, 1303, 111, 1361]
divider: [669, 1082, 1391, 1084]
movie-title: ΤΟ ΤΕΛΕΥΤΑΙΟ ΤΑΝΓΚΟ ΣΤΟ ΠΑΡΙΣΙ: [708, 1686, 1351, 1777]
exams-body: [44, 295, 394, 794]
notice-signer: ΑΝΑΣΤΑΣΙΟΣ ΜΑΣΤΡΟΓΙΑΝΝΗΣ: [73, 1259, 244, 1270]
divider: [44, 800, 394, 802]
doctor-listing: [669, 1182, 896, 1227]
classified-ad: ΕΥΚΑΙΡΙΑ πωλεῖται αὐτοκίνητον Opel 1970 ἄριστον. Τηλ. 533-411.: [913, 209, 1146, 232]
article-text: ΑΘΗΝΑΙ, 21. — Ἐπιτυχῆ ἐγχείρησιν εἰς ἀμφοτέρους τοὺς ὀφθαλμοὺς ὑπέστη 17ετὴς ἔφηβος, ὁ ὁποῖος ἀπὸ μικρᾶς ἡλικίας ἦτο τυφλός. Ἡ ἐγχείρησις ἔγινεν εἰς τὴν ὀφθαλμολογικὴν κλινικὴν τοῦ Πανεπιστημίου.: [404, 534, 669, 598]
classifieds-banner: Πωλήσεις-Ζητήσεις-Ἐνοικιάσεις-Ἀγοραί: [669, 38, 1391, 145]
divider: [404, 297, 669, 298]
classified-ad: ΛΟΓΙΣΤΗΣ μὲ μεγάλην πεῖραν εἰς φορολογικὰ καὶ ἐργατικὰ θέματα ἀναλαμβάνει τήρησιν βιβλίων. Τηλ. 525-496.: [669, 250, 901, 285]
notice-signature: Ἐκ τῆς Δημοσίας Ἐπιχειρήσεως Ἠλεκτρισμοῦ: [101, 1443, 336, 1454]
article-text: Τὰ μαθήματα θὰ διεξαχθοῦν εἰς τὸ ἀμφιθέατρον Ι τῆς Σχολῆς ἀπὸ 17 Μαρτίου ἕως 5 Ἀπριλίου, ὥρα 9-12 π.μ. καὶ 5-8 μ.μ.: [44, 512, 214, 577]
headline-maternity: ΠΛΗΡΩΣΙΣ ΘΕΣΕΩΝ ΙΑΤΡΙΚΟΥ ΠΡΟΣΩΠΙΚΟΥ ΕΙΣ ΤΟ ΜΑΙΕΥΤΗΡΙΟΝ: [428, 611, 645, 639]
classified-ad: ΠΩΛΕΙΤΑΙ διαμέρισμα 60 μ.² πλησίον Ἁγ. Σοφίας, 2ος ὄροφος. Τηλ. 538-111.: [913, 151, 1146, 174]
divider: [404, 396, 669, 397]
article-text: ΑΘΗΝΑΙ, 21. — Ἐκ τῆς Τροχαίας ἀνακοινοῦται ὅτι συνεχίζονται οἱ ἔλεγχοι τῶν ἐλαστικῶν καὶ τῶν καυσαερίων τῶν αὐτοκινήτων. Εἰς τοὺς παραβάτας ἐπιβάλλονται αὐστηραὶ ποιναί.: [404, 240, 669, 290]
left-column: [44, 0, 394, 1467]
movie-cinemas: ΑΡΙΣΤΟΤΕΛΕΙΟΝ-ΝΑΥΑΡΙΝΟΝ-ΜΕΤΡΟΠΟΛΙΤΑΝ-ΚΑΠΙΤΩΛ: [800, 1647, 1204, 1663]
article-text: Αἱ γραπταὶ ἐξετάσεις προαγωγικαὶ, Μαρτίου - Ἀπριλίου τῆς Σχολῆς Ν.Ο.Ε., θὰ διεξαχθοῦν κατὰ τὸ ἀκόλουθον πρόγραμμα: Τμῆμα νομικῆς: Εἰσαγωγὴ εἰς τὸ Δίκαιον, Ἀστικὸν Δίκαιον, Ἱστορία Δικαίου, Ρωμαϊκὸν Δίκαιον, Πολιτικὴ Οἰκονομία, εἰς τὸ ἀμφιθέατρον τῆς Σχολῆς.: [44, 295, 214, 424]
clinic-phone: ΤΗΛ.: 225.011 - 271.178: [1159, 1347, 1378, 1367]
divider: [404, 199, 669, 200]
dance-venue: ΞΕΝΟΔΟΧΕΙΟΝ ΦΙΛΙΠΠΕΙΟΝ: [454, 990, 619, 1002]
headline-space: ΔΙΑΜΟΡΦΩΣΙΣ ΧΩΡΟΥ: [469, 1024, 604, 1038]
subhead: ΕΝΩΣΙΣ ΚΥΠΡΙΩΝ: [256, 500, 362, 514]
article-text: ΑΘΗΝΑΙ, 21. — Θὰ διατεθῇ εἰς τὴν ἀγορὰν ἐντὸς τῶν ἡμερῶν ποσότης 600 χιλ. τόννων πετρελαίου καὶ μαζούτ πρὸς κάλυψιν τῶν ἀναγκῶν τῆς βιομηχανίας.: [1403, 761, 1578, 839]
notice-subtitle: ΕΙΣ ΤΟΝ ΝΟΜΟΝ ΦΛΩΡΙΝΗΣ: [1440, 1202, 1541, 1229]
headline-exams: ΓΡΑΠΤΑΙ ΚΑΙ ΠΡΟΦΟΡΙΚΑΙ ΕΞΕΤΑΣΕΙΣ ΣΧΟΛΗΣ ΝΟΕ: [66, 155, 372, 205]
classified-ad: ΖΗΤΟΥΝΤΑΙ κοπτοράπτριαι, πρεσσαδόροι καὶ βοηθοὶ δι’ ἐργοστάσιον ἐνδυμάτων. Τηλ. 529-704.: [913, 238, 1146, 273]
deh-power-cut-florina: [1403, 1148, 1578, 1370]
notice-area-heading: Περιοχὴ Νεαπόλεως: [841, 1551, 964, 1564]
article-text: ΑΘΗΝΑΙ, 21. — Τὴν ἱκανοποίησιν τῶν αἰτημάτων τῶν ἐργατῶν ἐπισιτισμοῦ καὶ τῶν ὑπαλλήλων τουριστικῶν ἐπιχειρήσεων ζητεῖ ἡ ὁμοσπονδία. Οἱ ἐργαζόμενοι εἰς τὰ ξενοδοχεῖα ζητοῦν αὔξησιν ἀποδοχῶν, ἐφαρμογὴν τοῦ ὀκταώρου καὶ καταβολὴν τῶν ἐπιδομάτων ἑορτῶν καὶ ἀδείας.: [404, 85, 669, 161]
subhead: ΠΟΛΥΤΕΧΝΙΚΗ: [264, 427, 354, 441]
movie-director-line: Τὸ ἀριστούργημα τοῦ ΜΠΕΡΝΑΡΝΤΟ ΜΠΕΡΤΟΛΟΥΤΣΙ: [885, 1674, 1175, 1688]
doctor-name: Ὁ ἰατρὸς Κ. ΔΗΜ. ΓΑΒΡΙΗΛΙΔΗΣ: [685, 1132, 881, 1145]
doctor-info: Βασιλίσσης Ὄλγας 37. Τηλ. 833-921.: [931, 1347, 1113, 1359]
deh-procurement-notice: [1403, 1376, 1578, 1586]
